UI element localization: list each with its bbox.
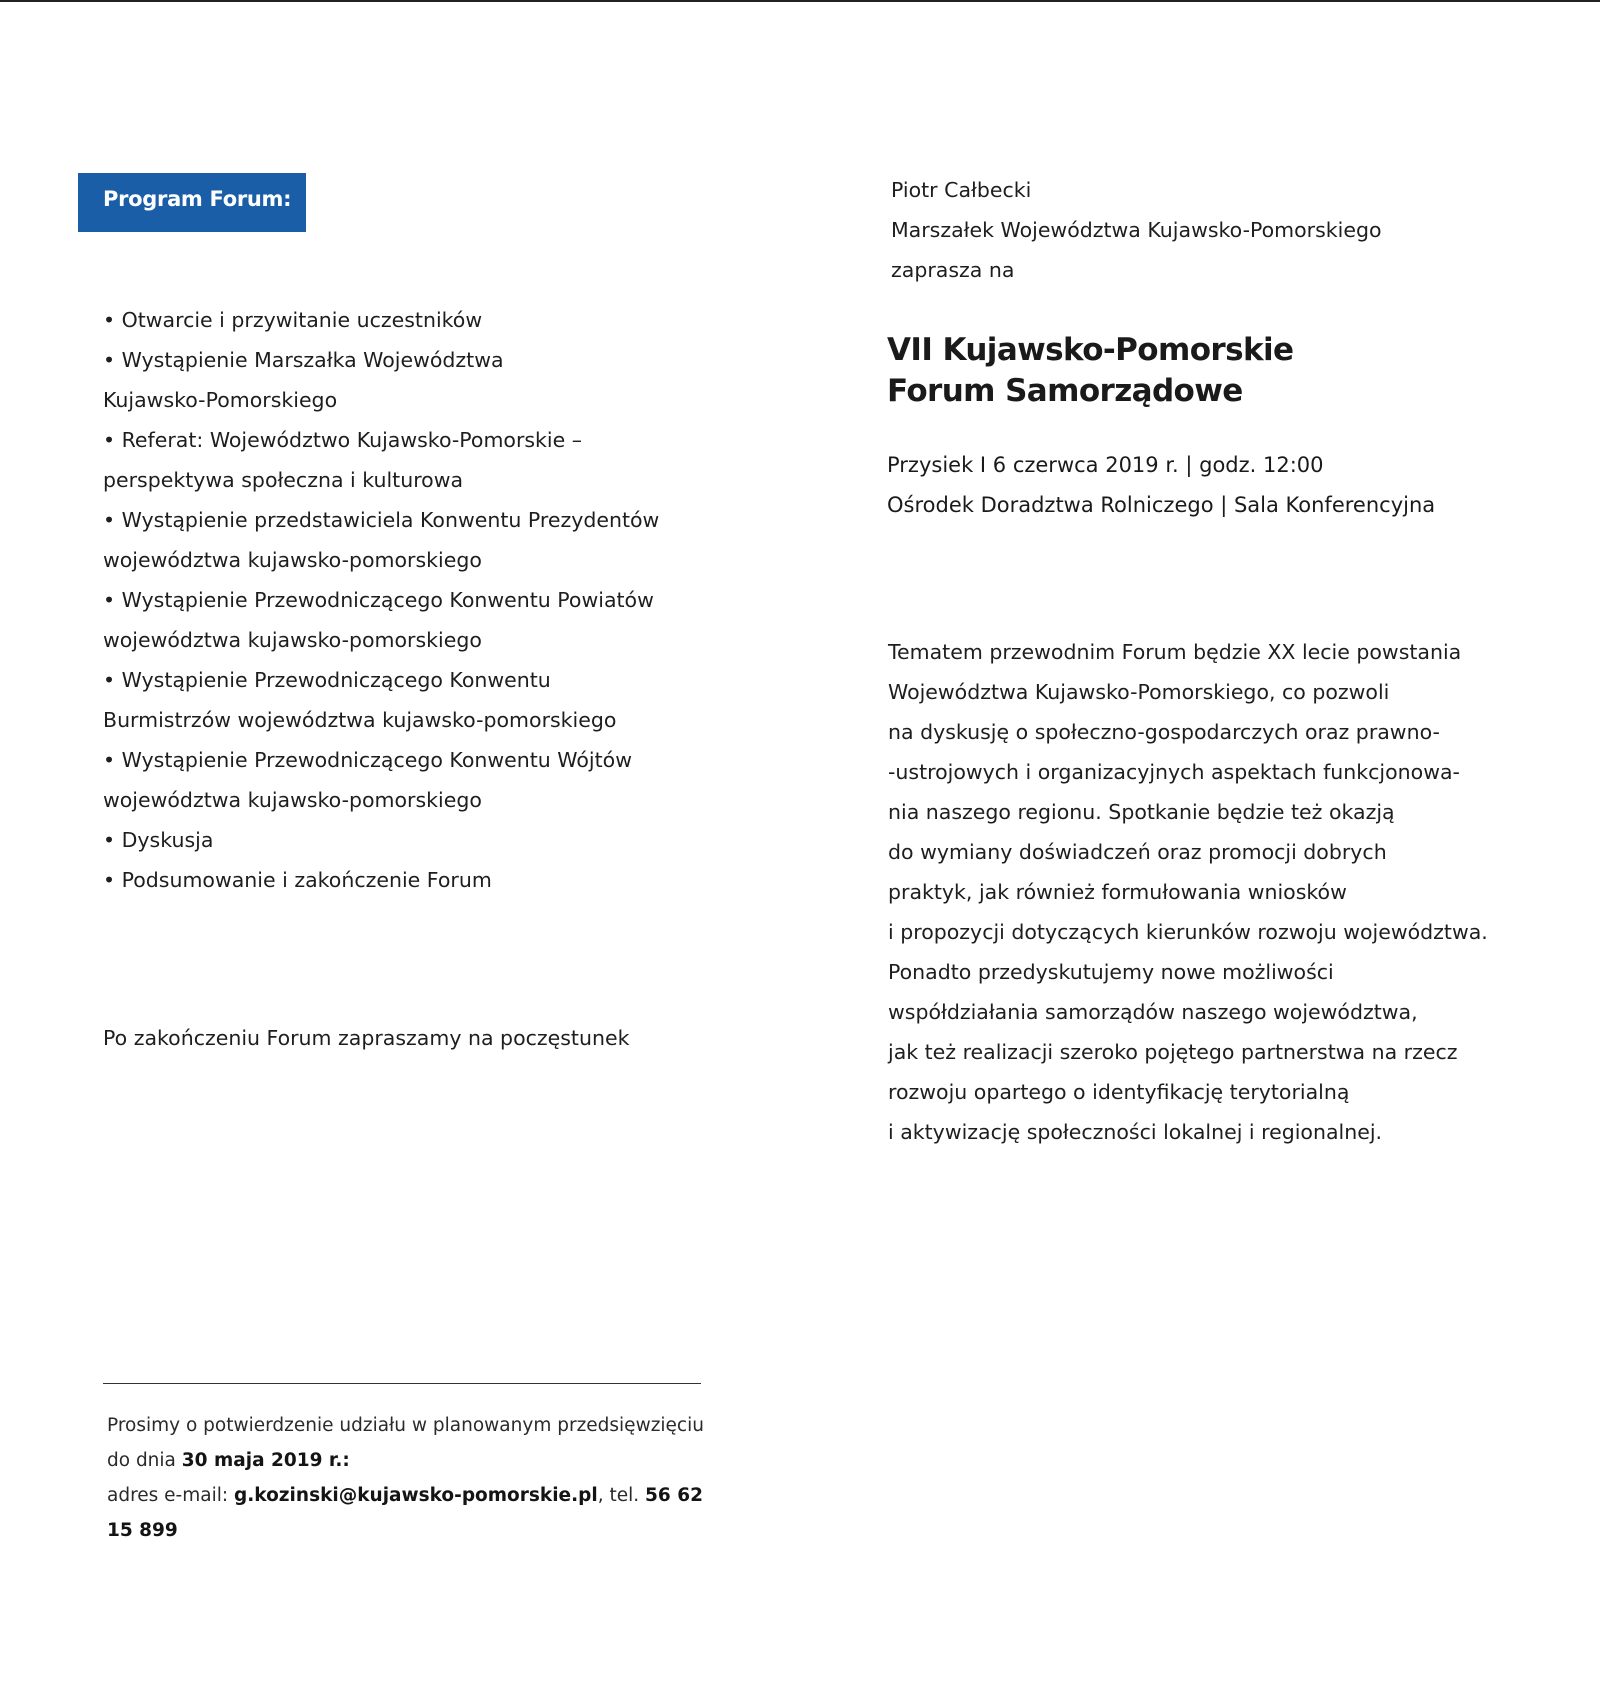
program-item: • Wystąpienie przedstawiciela Konwentu Prezydentów: [103, 508, 660, 532]
program-item: • Otwarcie i przywitanie uczestników: [103, 308, 483, 332]
description-line: Ponadto przedyskutujemy nowe możliwości: [888, 960, 1334, 984]
event-date: Przysiek I 6 czerwca 2019 r. | godz. 12:00: [887, 453, 1324, 477]
program-list: [103, 300, 703, 900]
inviter-name: Piotr Całbecki: [891, 178, 1032, 202]
rsvp-deadline-prefix: do dnia: [107, 1450, 182, 1471]
rsvp-tel-prefix: , tel.: [597, 1485, 646, 1506]
description-line: na dyskusję o społeczno-gospodarczych oraz prawno-: [888, 720, 1440, 744]
event-venue: Ośrodek Doradztwa Rolniczego | Sala Konferencyjna: [887, 493, 1436, 517]
inviter-role: Marszałek Województwa Kujawsko-Pomorskiego: [891, 218, 1382, 242]
program-item: • Wystąpienie Przewodniczącego Konwentu Wójtów: [103, 748, 632, 772]
description-line: praktyk, jak również formułowania wniosków: [888, 880, 1347, 904]
description-line: do wymiany doświadczeń oraz promocji dobrych: [888, 840, 1387, 864]
event-info: [887, 445, 1435, 525]
inviter-block: [891, 170, 1382, 290]
event-title: [887, 330, 1293, 412]
footer-divider: [103, 1383, 701, 1384]
program-item: • Wystąpienie Przewodniczącego Konwentu Powiatów: [103, 588, 654, 612]
event-title-line: VII Kujawsko-Pomorskie: [887, 332, 1294, 368]
rsvp-contact-line: [107, 1478, 727, 1548]
rsvp-phone[interactable]: 56 62 15 899: [107, 1485, 703, 1541]
program-item: województwa kujawsko-pomorskiego: [103, 548, 482, 572]
description-line: Tematem przewodnim Forum będzie XX lecie powstania: [888, 640, 1462, 664]
program-item: województwa kujawsko-pomorskiego: [103, 788, 482, 812]
description-line: i aktywizację społeczności lokalnej i regionalnej.: [888, 1120, 1383, 1144]
description-line: współdziałania samorządów naszego województwa,: [888, 1000, 1418, 1024]
rsvp-deadline: 30 maja 2019 r.:: [181, 1450, 350, 1471]
refreshments-note: Po zakończeniu Forum zapraszamy na poczęstunek: [103, 1026, 630, 1050]
description-line: i propozycji dotyczących kierunków rozwoju województwa.: [888, 920, 1488, 944]
forum-description: [888, 632, 1488, 1152]
program-heading-label: Program Forum:: [103, 187, 292, 211]
program-item: • Wystąpienie Marszałka Województwa: [103, 348, 504, 372]
top-border-line: [0, 0, 1600, 2]
description-line: rozwoju opartego o identyfikację terytorialną: [888, 1080, 1350, 1104]
rsvp-block: [107, 1408, 727, 1548]
rsvp-line: Prosimy o potwierdzenie udziału w planowanym przedsięwzięciu: [107, 1415, 704, 1436]
program-item: • Referat: Województwo Kujawsko-Pomorskie –: [103, 428, 583, 452]
program-item: Kujawsko-Pomorskiego: [103, 388, 338, 412]
event-title-line: Forum Samorządowe: [887, 373, 1243, 409]
program-item: perspektywa społeczna i kulturowa: [103, 468, 464, 492]
program-heading-badge: [78, 173, 306, 232]
program-item: Burmistrzów województwa kujawsko-pomorskiego: [103, 708, 617, 732]
program-item: • Podsumowanie i zakończenie Forum: [103, 868, 492, 892]
description-line: Województwa Kujawsko-Pomorskiego, co pozwoli: [888, 680, 1390, 704]
rsvp-email[interactable]: g.kozinski@kujawsko-pomorskie.pl: [234, 1485, 598, 1506]
description-line: -ustrojowych i organizacyjnych aspektach funkcjonowa-: [888, 760, 1460, 784]
description-line: nia naszego regionu. Spotkanie będzie też okazją: [888, 800, 1395, 824]
program-item: • Dyskusja: [103, 828, 214, 852]
description-line: jak też realizacji szeroko pojętego partnerstwa na rzecz: [888, 1040, 1458, 1064]
rsvp-deadline-line: [107, 1443, 727, 1478]
invites-text: zaprasza na: [891, 258, 1015, 282]
program-item: • Wystąpienie Przewodniczącego Konwentu: [103, 668, 551, 692]
rsvp-email-prefix: adres e-mail:: [107, 1485, 234, 1506]
program-item: województwa kujawsko-pomorskiego: [103, 628, 482, 652]
